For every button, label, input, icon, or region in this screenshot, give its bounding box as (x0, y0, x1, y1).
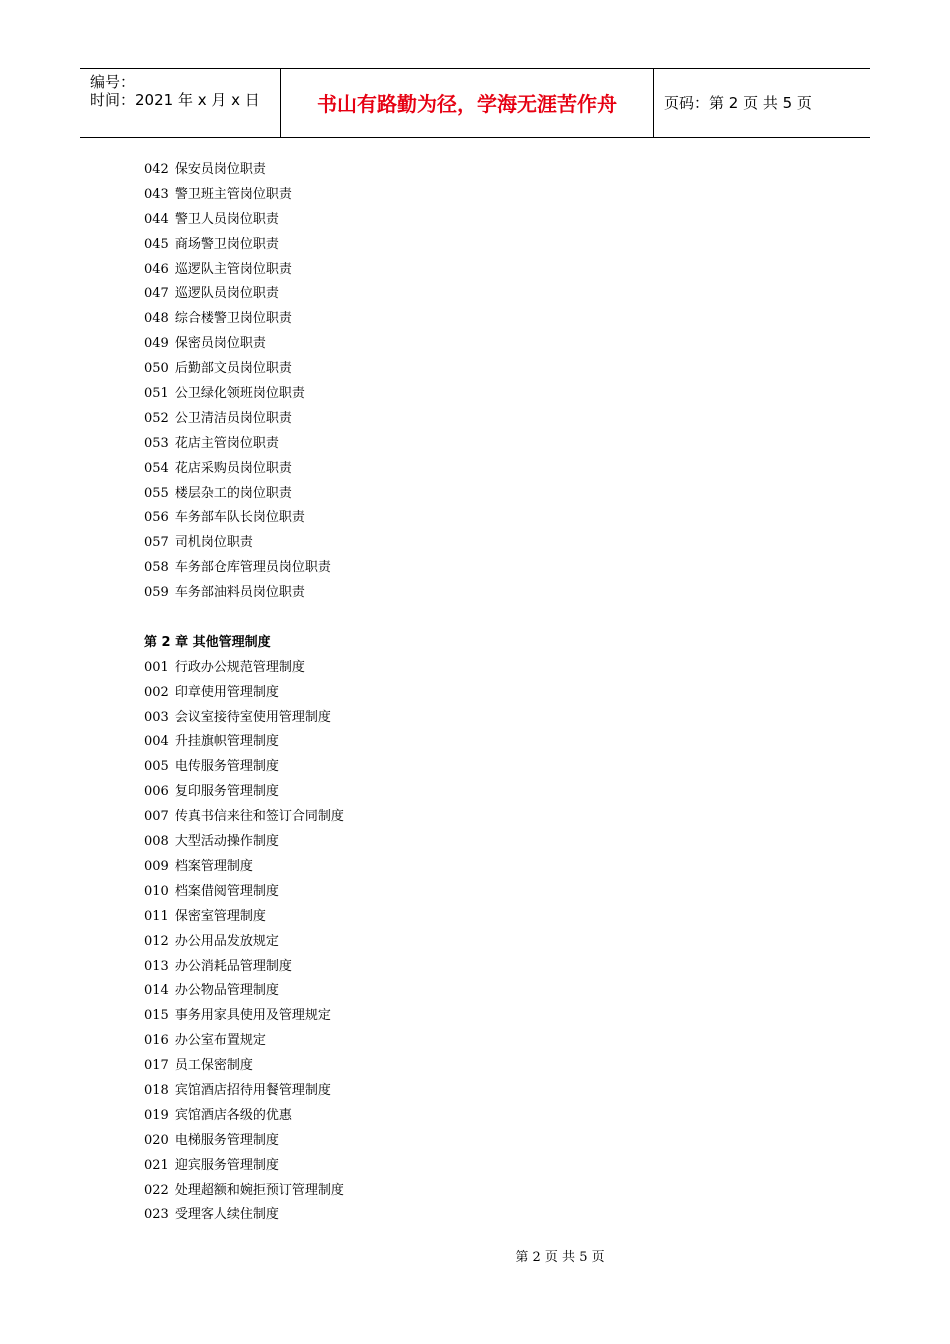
item-title: 宾馆酒店各级的优惠 (174, 1107, 292, 1123)
item-code: 009 (144, 858, 169, 874)
list-item (144, 208, 744, 233)
item-title: 电传服务管理制度 (174, 759, 279, 775)
item-code: 049 (144, 336, 169, 352)
item-code: 022 (144, 1182, 169, 1198)
item-title: 大型活动操作制度 (174, 834, 279, 850)
item-code: 010 (144, 883, 169, 899)
item-title: 花店采购员岗位职责 (174, 460, 292, 476)
list-item (144, 357, 744, 382)
item-title: 巡逻队员岗位职责 (174, 286, 279, 302)
list-item (144, 656, 744, 681)
section1-list (144, 158, 744, 606)
item-title: 办公消耗品管理制度 (174, 958, 292, 974)
list-item (144, 581, 744, 606)
item-title: 花店主管岗位职责 (174, 435, 279, 451)
item-code: 005 (144, 759, 169, 775)
item-code: 003 (144, 709, 169, 725)
item-code: 016 (144, 1033, 169, 1049)
list-item (144, 258, 744, 283)
list-item (144, 955, 744, 980)
item-code: 052 (144, 410, 169, 426)
item-title: 行政办公规范管理制度 (174, 659, 305, 675)
item-title: 警卫人员岗位职责 (174, 211, 279, 227)
item-code: 051 (144, 386, 169, 402)
item-code: 059 (144, 585, 169, 601)
item-code: 054 (144, 460, 169, 476)
list-item (144, 805, 744, 830)
item-title: 升挂旗帜管理制度 (174, 734, 279, 750)
item-title: 传真书信来往和签订合同制度 (174, 809, 344, 825)
item-title: 办公物品管理制度 (174, 983, 279, 999)
item-title: 保安员岗位职责 (174, 162, 266, 177)
list-item (144, 905, 744, 930)
item-code: 055 (144, 485, 169, 501)
item-title: 车务部仓库管理员岗位职责 (174, 560, 331, 576)
item-title: 司机岗位职责 (174, 535, 253, 551)
list-item (144, 432, 744, 457)
list-item (144, 979, 744, 1004)
list-item (144, 1054, 744, 1079)
item-code: 048 (144, 311, 169, 327)
item-title: 商场警卫岗位职责 (174, 236, 279, 252)
list-item (144, 855, 744, 880)
list-item (144, 1004, 744, 1029)
list-item (144, 880, 744, 905)
item-code: 020 (144, 1132, 169, 1148)
item-code: 015 (144, 1008, 169, 1024)
item-code: 057 (144, 535, 169, 551)
item-code: 053 (144, 435, 169, 451)
list-item (144, 1104, 744, 1129)
item-code: 017 (144, 1058, 169, 1074)
number-label: 编号： (90, 73, 136, 91)
list-item (144, 506, 744, 531)
item-code: 043 (144, 186, 169, 202)
item-title: 印章使用管理制度 (174, 684, 279, 700)
header-motto-cell (281, 69, 654, 137)
list-item (144, 681, 744, 706)
item-code: 045 (144, 236, 169, 252)
item-title: 员工保密制度 (174, 1058, 253, 1074)
item-code: 004 (144, 734, 169, 750)
item-title: 会议室接待室使用管理制度 (174, 709, 331, 725)
item-title: 档案管理制度 (174, 858, 253, 874)
item-title: 警卫班主管岗位职责 (174, 186, 292, 202)
list-item (144, 780, 744, 805)
list-item (144, 482, 744, 507)
item-title: 车务部车队长岗位职责 (174, 510, 305, 526)
list-item (144, 382, 744, 407)
list-item (144, 930, 744, 955)
item-code: 023 (144, 1207, 169, 1223)
item-title: 公卫清洁员岗位职责 (174, 410, 292, 426)
item-title: 公卫绿化领班岗位职责 (174, 386, 305, 402)
list-item (144, 233, 744, 258)
item-code: 011 (144, 908, 169, 924)
list-item (144, 307, 744, 332)
item-title: 巡逻队主管岗位职责 (174, 261, 292, 277)
item-title: 后勤部文员岗位职责 (174, 361, 292, 377)
page-header (80, 68, 870, 138)
list-item (144, 1029, 744, 1054)
item-title: 办公室布置规定 (174, 1033, 266, 1049)
list-item (144, 158, 744, 183)
toc-content (144, 158, 744, 1228)
item-code: 013 (144, 958, 169, 974)
item-code: 002 (144, 684, 169, 700)
item-code: 046 (144, 261, 169, 277)
item-code: 001 (144, 659, 169, 675)
list-item (144, 730, 744, 755)
header-left-cell (80, 69, 281, 137)
item-title: 电梯服务管理制度 (174, 1132, 279, 1148)
list-item (144, 1079, 744, 1104)
item-title: 复印服务管理制度 (174, 784, 279, 800)
item-code: 012 (144, 933, 169, 949)
item-title: 综合楼警卫岗位职责 (174, 311, 292, 327)
motto-text: 书山有路勤为径，学海无涯苦作舟 (317, 92, 617, 116)
list-item (144, 1203, 744, 1228)
item-title: 受理客人续住制度 (174, 1207, 279, 1223)
chapter-title: 第 2 章 其他管理制度 (144, 634, 271, 650)
item-code: 042 (144, 162, 169, 177)
list-item (144, 183, 744, 208)
section2-list (144, 656, 744, 1228)
item-code: 047 (144, 286, 169, 302)
list-item (144, 556, 744, 581)
item-title: 宾馆酒店招待用餐管理制度 (174, 1082, 331, 1098)
list-item (144, 332, 744, 357)
item-title: 保密室管理制度 (174, 908, 266, 924)
item-title: 保密员岗位职责 (174, 336, 266, 352)
item-code: 056 (144, 510, 169, 526)
item-title: 车务部油料员岗位职责 (174, 585, 305, 601)
item-code: 021 (144, 1157, 169, 1173)
item-title: 档案借阅管理制度 (174, 883, 279, 899)
list-item (144, 1179, 744, 1204)
item-code: 044 (144, 211, 169, 227)
list-item (144, 282, 744, 307)
item-code: 014 (144, 983, 169, 999)
list-item (144, 1129, 744, 1154)
item-title: 楼层杂工的岗位职责 (174, 485, 292, 501)
time-label: 时间：2021 年 x 月 x 日 (90, 91, 260, 109)
list-item (144, 1154, 744, 1179)
header-right-cell (654, 69, 870, 137)
item-code: 008 (144, 834, 169, 850)
item-code: 018 (144, 1082, 169, 1098)
item-code: 058 (144, 560, 169, 576)
item-code: 006 (144, 784, 169, 800)
page-info: 页码：第 2 页 共 5 页 (664, 94, 812, 112)
item-code: 019 (144, 1107, 169, 1123)
list-item (144, 407, 744, 432)
page-footer: 第 2 页 共 5 页 (515, 1250, 605, 1265)
list-item (144, 457, 744, 482)
item-code: 050 (144, 361, 169, 377)
item-title: 办公用品发放规定 (174, 933, 279, 949)
list-item (144, 830, 744, 855)
item-title: 事务用家具使用及管理规定 (174, 1008, 331, 1024)
item-title: 处理超额和婉拒预订管理制度 (174, 1182, 344, 1198)
item-code: 007 (144, 809, 169, 825)
item-title: 迎宾服务管理制度 (174, 1157, 279, 1173)
list-item (144, 755, 744, 780)
list-item (144, 706, 744, 731)
list-item (144, 531, 744, 556)
